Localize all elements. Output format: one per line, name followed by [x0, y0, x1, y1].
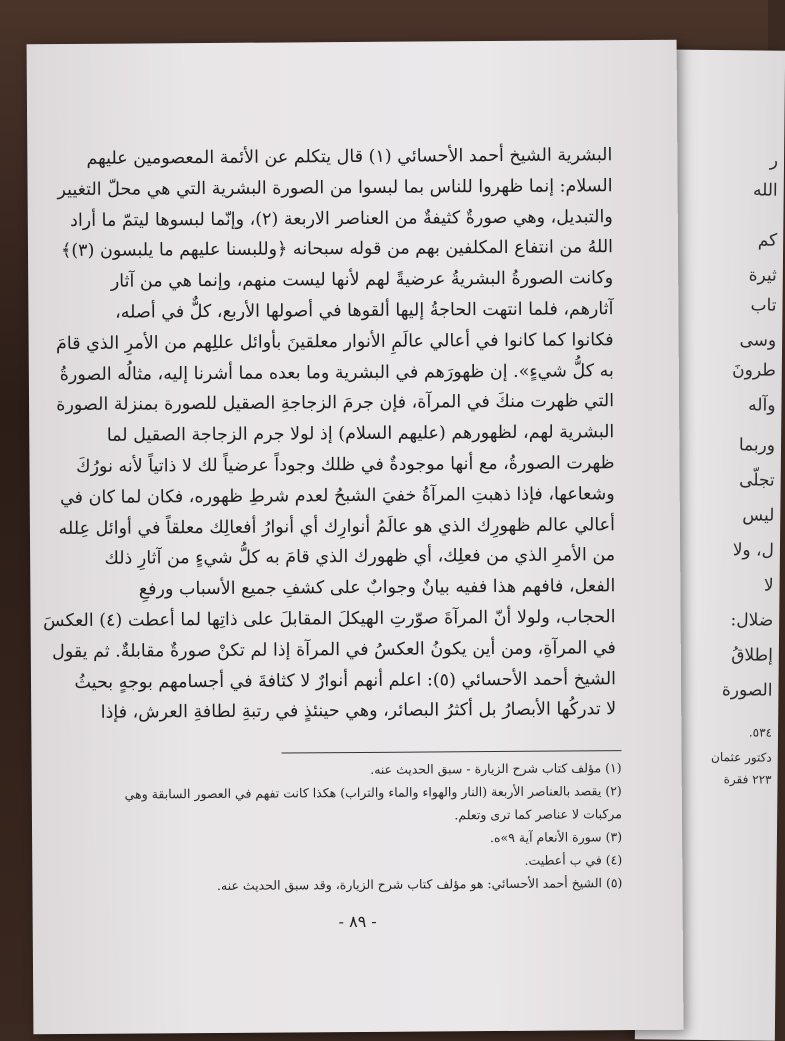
facing-page-fragment: الصورة	[721, 680, 773, 701]
facing-page-fragment: ل، ولا	[732, 540, 775, 561]
footnotes	[92, 756, 623, 898]
facing-page-fragment: دكتور عثمان	[711, 750, 772, 765]
body-line: آثارهم، فلما انتهت الحاجةُ إليها ألقوها في أصولها الأربع، كلٌّ في أصله،	[115, 299, 614, 323]
footnote: (١) مؤلف كتاب شرح الزيارة - سبق الحديث عنه.	[370, 760, 622, 777]
facing-page-fragment: تجلّى	[739, 470, 775, 491]
book-page	[27, 40, 684, 1035]
footnote: (٢) يقصد بالعناصر الأربعة (النار والهواء والماء والتراب) هكذا كانت تفهم في العصور السابقة وهي	[124, 783, 622, 802]
body-line: السلام: إنما ظهروا للناس بما لبسوا من الصورة البشرية التي هي محلّ التغيير	[57, 175, 613, 200]
body-line: اللهُ من انتفاع المكلفين بهم من قوله سبحانه ﴿وللبسنا عليهم ما يلبسون (٣)﴾	[60, 237, 614, 262]
body-line: البشرية الشيخ أحمد الأحسائي (١) قال يتكلم عن الأئمة المعصومين عليهم	[86, 145, 613, 169]
body-text	[43, 140, 617, 729]
footnote: مركبات لا عناصر كما ترى وتعلم.	[454, 806, 622, 823]
facing-page-fragment: لا	[763, 575, 774, 596]
body-line: الفعل، فافهم هذا ففيه بيانٌ وجوابٌ على كشفِ جميع الأسباب ورفعِ	[138, 576, 616, 600]
facing-page-fragment: ٢٢٣ فقرة	[723, 772, 772, 787]
footnote: (٥) الشيخ أحمد الأحسائي: هو مؤلف كتاب شرح الزيارة، وقد سبق الحديث عنه.	[216, 875, 623, 893]
body-line: الحجاب، ولولا أنّ المرآةَ صوّرتِ الهيكلَ المقابلَ على ذاتِها لما أعطت (٤) العكسَ	[43, 607, 616, 632]
footnote: (٤) في ب أعطيت.	[524, 852, 623, 868]
body-line: من الأمرِ الذي من فعلِك، أي ظهورك الذي قامَ به كلُّ شيءٍ من آثارِ ذلك	[104, 545, 616, 570]
facing-page-fragment: كم	[757, 230, 778, 251]
body-line: ظهرت الصورةُ، مع أنها موجودةٌ في ظلك وجوداً عرضياً لك لا ذاتياً لأنه نورُكَ	[76, 453, 615, 477]
body-line: الشيخ أحمد الأحسائي (٥): اعلم أنهم أنوارٌ لا كثافةَ في أجسامهم بوجهٍ بحيثُ	[74, 668, 617, 693]
body-line: لا تدركُها الأبصارُ بل أكثرُ البصائر، وهي حينئذٍ في رتبةِ لطافةِ العرش، فإذا	[100, 699, 617, 724]
footnote-separator	[282, 750, 622, 753]
facing-page-fragment: وسى	[739, 330, 777, 351]
facing-page-fragment: وآله	[748, 395, 776, 416]
facing-page-fragment: إطلاقُ	[731, 645, 773, 666]
body-line: أعالي عالم ظهورِك الذي هو عالَمُ أنوارِك أي أنوارُ أفعالِك معلقاً في أوائل عِلله	[58, 514, 615, 539]
body-line: به كلُّ شيءٍ». إن ظهورَهم في البشرية وما بعده مما أشرنا إليه، مثالُه الصورةُ	[59, 360, 614, 385]
facing-page-fragment: طرونَ	[732, 360, 776, 381]
body-line: البشرية لهم، لظهورهم (عليهم السلام) إذ لولا جرم الزجاجة الصقيل لما	[106, 422, 615, 446]
facing-page-fragment: الله	[752, 180, 778, 201]
facing-page-fragment: تاب	[750, 295, 777, 316]
body-line: وكانت الصورةُ البشريةُ عرضيةً لهم لأنها ليست منهم، وإنما هي من آثار	[110, 268, 614, 292]
body-line: وشعاعها، فإذا ذهبتِ المرآةُ خفيَ الشبحُ لعدم شرطِ ظهوره، فكان لما كان في	[59, 483, 615, 508]
body-line: التي ظهرت منكَ في المرآة، فإن جرمَ الزجاجةِ الصقيل للصورة بمنزلة الصورة	[56, 391, 615, 416]
facing-page-fragment: ٥٣٤.	[748, 725, 773, 740]
body-line: والتبديل، وهي صورةٌ كثيفةٌ من العناصر الاربعة (٢)، وإنّما لبسوها ليتمّ ما أراد	[70, 206, 613, 231]
facing-page-fragment: وربما	[738, 435, 776, 456]
footnote: (٣) سورة الأنعام آية ٩»ه.	[489, 829, 623, 846]
facing-page-fragment: ر	[769, 150, 779, 171]
facing-page-fragment: ليس	[742, 505, 775, 526]
page-number: - ٨٩ -	[338, 911, 377, 932]
body-line: في المرآةِ، ومن أين يكونُ العكسُ في المرآة إذا لم تكنْ صورةٌ مقابلةٌ. ثم يقول	[52, 637, 616, 662]
facing-page-fragment: ثيرة	[748, 265, 777, 286]
facing-page-fragment: ضلال:	[730, 610, 774, 631]
body-line: فكانوا كما كانوا في أعالي عالَمِ الأنوار معلقينَ بأوائل عللِهم من الأمرِ الذي قامَ	[55, 329, 614, 354]
